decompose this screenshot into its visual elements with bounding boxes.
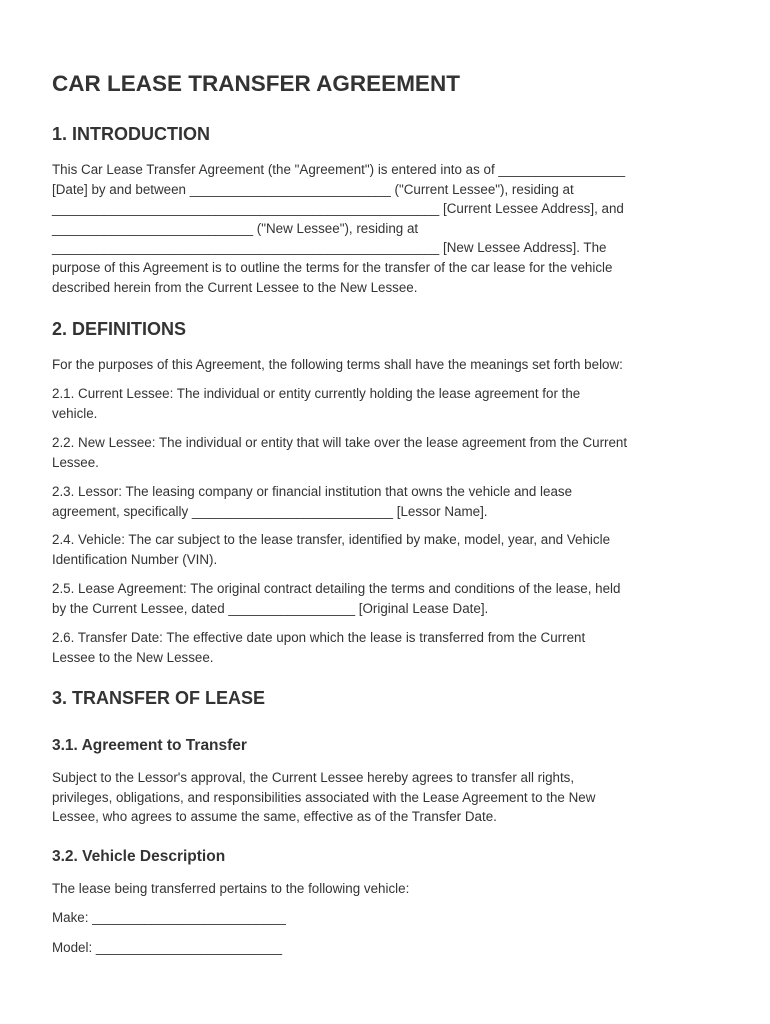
subsection-heading-vehicle-description: 3.2. Vehicle Description — [52, 848, 226, 865]
section-heading-transfer: 3. TRANSFER OF LEASE — [52, 688, 266, 708]
text-line: 2.6. Transfer Date: The effective date upon which the lease is transferred from the Current — [52, 630, 586, 645]
vehicle-make-field — [52, 908, 732, 928]
text-line: agreement, specifically ___________________________ [Lessor Name]. — [52, 503, 488, 519]
document-title: CAR LEASE TRANSFER AGREEMENT — [52, 71, 460, 96]
text-line: privileges, obligations, and responsibilities associated with the Lease Agreement to the New — [52, 789, 596, 805]
text-line: Lessee to the New Lessee. — [52, 649, 214, 665]
definitions-intro — [52, 355, 732, 375]
text-line: Model: _________________________ — [52, 940, 283, 955]
text-line: by the Current Lessee, dated _________________ [Original Lease Date]. — [52, 600, 489, 616]
agreement-to-transfer-paragraph — [52, 768, 732, 827]
text-line: described herein from the Current Lessee to the New Lessee. — [52, 279, 418, 295]
text-line: 2.3. Lessor: The leasing company or financial institution that owns the vehicle and lease — [52, 484, 573, 499]
vehicle-description-intro — [52, 879, 732, 899]
text-line: For the purposes of this Agreement, the following terms shall have the meanings set forth below: — [52, 357, 623, 372]
text-line: Subject to the Lessor's approval, the Current Lessee hereby agrees to transfer all rights, — [52, 770, 575, 785]
text-line: This Car Lease Transfer Agreement (the "Agreement") is entered into as of _________________ — [52, 162, 626, 177]
definition-item-lessor — [52, 482, 732, 521]
text-line: Make: __________________________ — [52, 910, 286, 925]
definition-item-vehicle — [52, 530, 732, 569]
text-line: Lessee, who agrees to assume the same, effective as of the Transfer Date. — [52, 809, 497, 825]
definition-item-transfer-date — [52, 628, 732, 667]
vehicle-model-field — [52, 938, 732, 958]
text-line: 2.2. New Lessee: The individual or entity that will take over the lease agreement from the Current — [52, 435, 628, 450]
text-line: vehicle. — [52, 405, 98, 421]
section-heading-definitions: 2. DEFINITIONS — [52, 319, 187, 339]
text-line: 2.1. Current Lessee: The individual or entity currently holding the lease agreement for the — [52, 386, 581, 401]
text-line: purpose of this Agreement is to outline the terms for the transfer of the car lease for the vehicle — [52, 259, 613, 275]
text-line: ___________________________ ("New Lessee"), residing at — [52, 220, 419, 236]
text-line: Lessee. — [52, 454, 99, 470]
text-line: 2.4. Vehicle: The car subject to the lease transfer, identified by make, model, year, and Vehicle — [52, 532, 611, 547]
definition-item-current-lessee — [52, 384, 732, 423]
text-line: [Date] by and between ___________________________ ("Current Lessee"), residing at — [52, 181, 574, 197]
text-line: ____________________________________________________ [New Lessee Address]. The — [52, 240, 607, 256]
text-line: ____________________________________________________ [Current Lessee Address], and — [52, 201, 624, 217]
section-heading-introduction: 1. INTRODUCTION — [52, 124, 211, 144]
text-line: Identification Number (VIN). — [52, 551, 218, 567]
subsection-heading-agreement-to-transfer: 3.1. Agreement to Transfer — [52, 737, 247, 754]
text-line: The lease being transferred pertains to the following vehicle: — [52, 881, 410, 896]
definition-item-lease-agreement — [52, 579, 732, 618]
introduction-paragraph — [52, 160, 732, 297]
definition-item-new-lessee — [52, 433, 732, 472]
text-line: 2.5. Lease Agreement: The original contract detailing the terms and conditions of the lease, held — [52, 581, 621, 596]
